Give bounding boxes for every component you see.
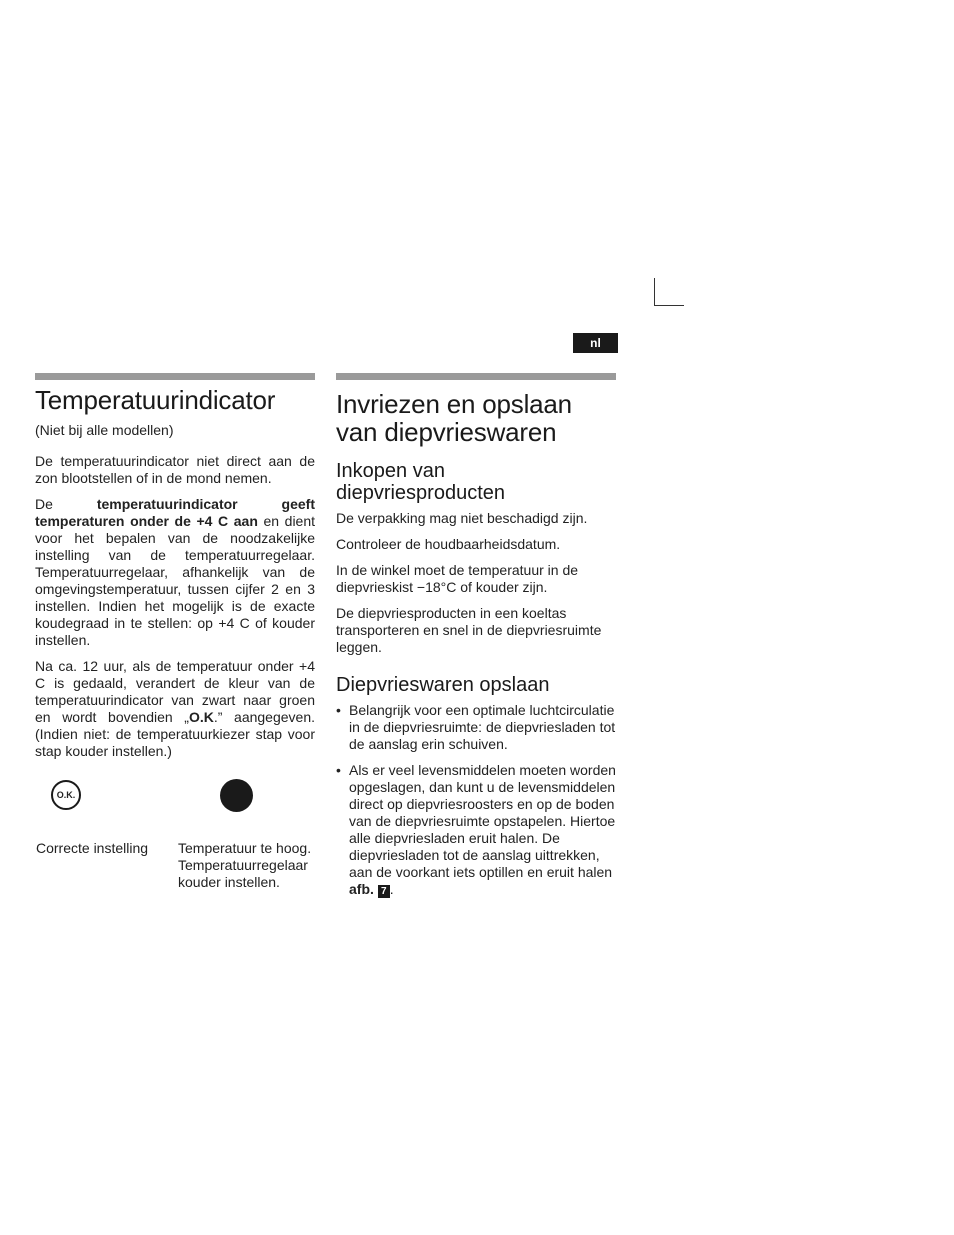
paragraph-packaging: De verpakking mag niet beschadigd zijn. (336, 510, 588, 526)
color-change-part1: Na ca. 12 uur, als de temperatuur onder +4 C is gedaald, verandert de kleur van de temperatuurindicator van zwart naar groen en wordt bovendien „ (35, 658, 315, 725)
caption-correct: Correcte instelling (36, 840, 149, 856)
paragraph-indicator-prefix: De (35, 496, 97, 512)
color-change-part2: .” aangegeven. (Indien niet: de temperatuurkiezer stap voor stap kouder instellen.) (35, 709, 315, 759)
indicator-captions (35, 840, 315, 910)
subheading-storage: Diepvrieswaren opslaan (336, 674, 550, 696)
section-title: Temperatuurindicator (35, 385, 276, 415)
paragraph-indicator (35, 496, 315, 649)
figure-number-badge: 7 (378, 885, 390, 898)
section-title: Invriezen en opslaan van diepvrieswaren (336, 389, 572, 447)
subheading-buying: Inkopen van diepvriesproducten (336, 460, 505, 504)
bullet2-end: . (389, 881, 394, 897)
figure-ref: afb. (349, 881, 374, 897)
ok-icon-label: O.K. (56, 790, 76, 800)
paragraph-indicator-bold: temperatuurindicator geeft temperaturen onder de +4 C aan (35, 496, 315, 529)
section-bar (35, 373, 315, 380)
paragraph-expiry: Controleer de houdbaarheidsdatum. (336, 536, 561, 552)
paragraph-store-temp: In de winkel moet de temperatuur in de diepvrieskist −18°C of kouder zijn. (336, 562, 579, 595)
caption-too-high: Temperatuur te hoog. Temperatuurregelaar kouder instellen. (178, 840, 312, 890)
right-column (336, 373, 616, 907)
crop-mark-horizontal (654, 305, 684, 306)
dark-indicator-icon (220, 779, 253, 812)
ok-indicator-icon (51, 780, 81, 810)
model-note: (Niet bij alle modellen) (35, 422, 174, 438)
left-column (35, 373, 315, 910)
section-bar (336, 373, 616, 380)
paragraph-warning: De temperatuurindicator niet direct aan de zon blootstellen of in de mond nemen. (35, 453, 315, 486)
paragraph-indicator-rest: en dient voor het bepalen van de noodzakelijke instelling van de temperatuurregelaar. Temperatuurregelaar, afhankelijk van de omgevingstemperatuur, tussen cijfer 2 en 3 instellen. Indien het mogelijk is de exacte koudegraad in te stellen: op +4 C of kouder instellen. (35, 513, 316, 648)
crop-mark-vertical (654, 278, 655, 306)
paragraph-color-change (35, 658, 315, 760)
color-change-ok: O.K (188, 709, 214, 725)
indicator-icons (35, 770, 315, 840)
list-item: • Belangrijk voor een optimale luchtcirculatie in de diepvriesruimte: de diepvriesladen tot de aanslag erin schuiven. (336, 702, 616, 753)
bullet2-text: Als er veel levensmiddelen moeten worden opgeslagen, dan kunt u de levensmiddelen direct op diepvriesroosters en op de boden van de diepvriesruimte opstapelen. Hiertoe alle diepvriesladen eruit halen. De diepvriesladen tot de aanslag uittrekken, aan de voorkant iets optillen en eruit halen (349, 762, 616, 880)
language-tab: nl (573, 333, 618, 353)
paragraph-transport: De diepvriesproducten in een koeltas transporteren en snel in de diepvriesruimte leggen. (336, 605, 602, 655)
list-item (336, 762, 616, 898)
storage-list (336, 702, 616, 898)
